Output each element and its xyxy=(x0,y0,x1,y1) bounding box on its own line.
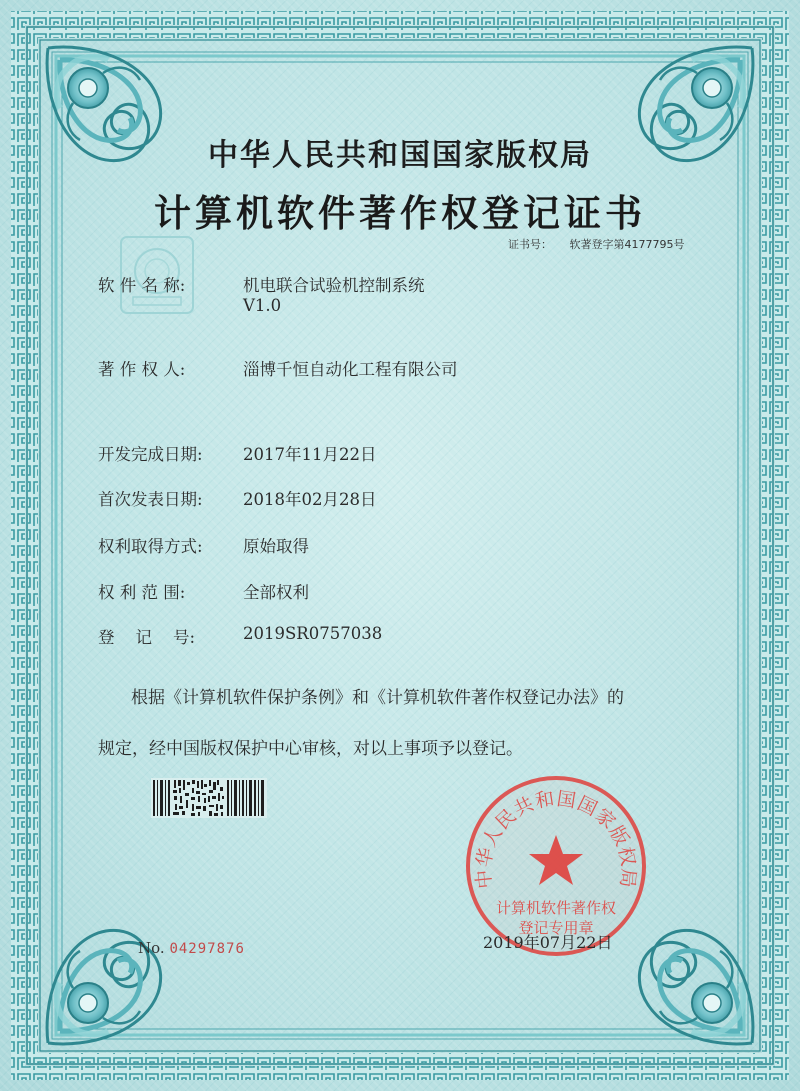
serial-number-value: 04297876 xyxy=(169,941,245,957)
field-value-copyright-owner: 淄博千恒自动化工程有限公司 xyxy=(243,360,458,379)
certificate-number-label: 证书号： xyxy=(508,238,552,251)
serial-number xyxy=(138,939,245,957)
field-value-registration-number: 2019SR0757038 xyxy=(243,624,383,643)
serial-number-label: No. xyxy=(138,939,165,957)
statement-line-1: 根据《计算机软件保护条例》和《计算机软件著作权登记办法》的 xyxy=(131,688,624,708)
field-value-software-name: 机电联合试验机控制系统 xyxy=(243,276,425,295)
certificate-title: 计算机软件著作权登记证书 xyxy=(154,191,646,235)
field-value-rights-scope: 全部权利 xyxy=(243,583,309,602)
field-label-publish-date: 首次发表日期: xyxy=(98,490,203,509)
field-value-publish-date: 2018年02月28日 xyxy=(243,490,377,509)
issuer-title: 中华人民共和国国家版权局 xyxy=(208,138,592,173)
issue-date: 2019年07月22日 xyxy=(483,933,613,952)
seal-line-2: 登记专用章 xyxy=(518,919,594,937)
seal-line-1: 计算机软件著作权 xyxy=(495,899,617,917)
certificate-number-value: 软著登字第4177795号 xyxy=(569,238,685,251)
field-label-acquisition-method: 权利取得方式: xyxy=(98,537,203,556)
field-label-copyright-owner: 著 作 权 人: xyxy=(98,360,186,379)
field-value-acquisition-method: 原始取得 xyxy=(243,537,309,556)
svg-text:中华人民共和国国家版权局: 中华人民共和国国家版权局 xyxy=(472,787,640,890)
barcode-icon xyxy=(151,778,267,818)
field-label-rights-scope: 权 利 范 围: xyxy=(98,583,186,602)
field-value-dev-date: 2017年11月22日 xyxy=(243,445,377,464)
field-label-software-name: 软 件 名 称: xyxy=(98,276,186,295)
field-label-registration-number: 登 记 号: xyxy=(98,628,196,647)
field-label-dev-date: 开发完成日期: xyxy=(98,445,203,464)
field-value-software-version: V1.0 xyxy=(243,296,282,315)
statement-line-2: 规定，经中国版权保护中心审核，对以上事项予以登记。 xyxy=(98,739,523,759)
certificate-number xyxy=(508,236,685,252)
